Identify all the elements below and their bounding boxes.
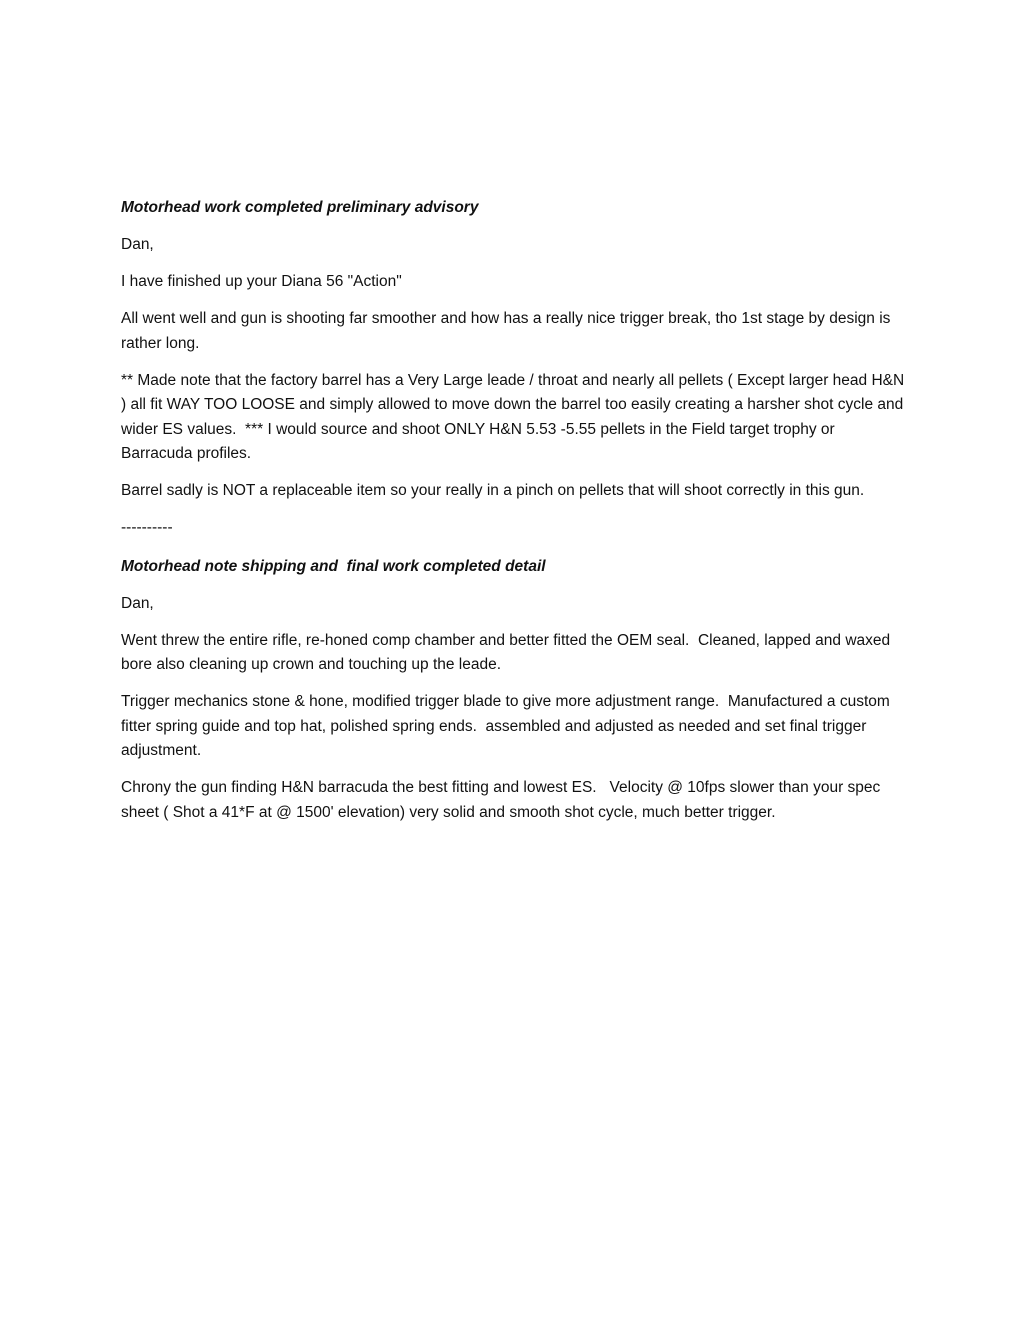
section-separator: ---------- (121, 519, 173, 536)
document-body (121, 196, 909, 838)
section-1-paragraph: All went well and gun is shooting far smoother and how has a really nice trigger break, tho 1st stage by design is rather long. (121, 310, 895, 352)
section-2-paragraph: Trigger mechanics stone & hone, modified trigger blade to give more adjustment range. Manufactured a custom fitter spring guide and top hat, polished spring ends. assembled and adjusted as needed and set final trigger adjustment. (121, 693, 895, 759)
section-1-greeting: Dan, (121, 236, 154, 253)
section-2-greeting: Dan, (121, 594, 154, 612)
section-1-paragraph: ** Made note that the factory barrel has a Very Large leade / throat and nearly all pellets ( Except larger head H&N ) all fit WAY TOO LOOSE and simply allowed to move down the barrel too easily creating a harsher shot cycle and wider ES values. *** I would source and shoot ONLY H&N 5.53 -5.55 pellets in the Field target trophy or Barracuda profiles. (121, 371, 909, 462)
section-1-paragraph: Barrel sadly is NOT a replaceable item so your really in a pinch on pellets that will shoot correctly in this gun. (121, 482, 865, 499)
section-2-heading: Motorhead note shipping and final work completed detail (121, 557, 546, 575)
section-1-heading: Motorhead work completed preliminary advisory (121, 199, 479, 216)
section-2-paragraph: Went threw the entire rifle, re-honed comp chamber and better fitted the OEM seal. Cleaned, lapped and waxed bore also cleaning up crown and touching up the leade. (121, 631, 895, 673)
section-2-paragraph: Chrony the gun finding H&N barracuda the best fitting and lowest ES. Velocity @ 10fps slower than your spec sheet ( Shot a 41*F at @ 1500' elevation) very solid and smooth shot cycle, much better trigger. (121, 779, 885, 821)
section-1-paragraph: I have finished up your Diana 56 "Action" (121, 273, 402, 290)
